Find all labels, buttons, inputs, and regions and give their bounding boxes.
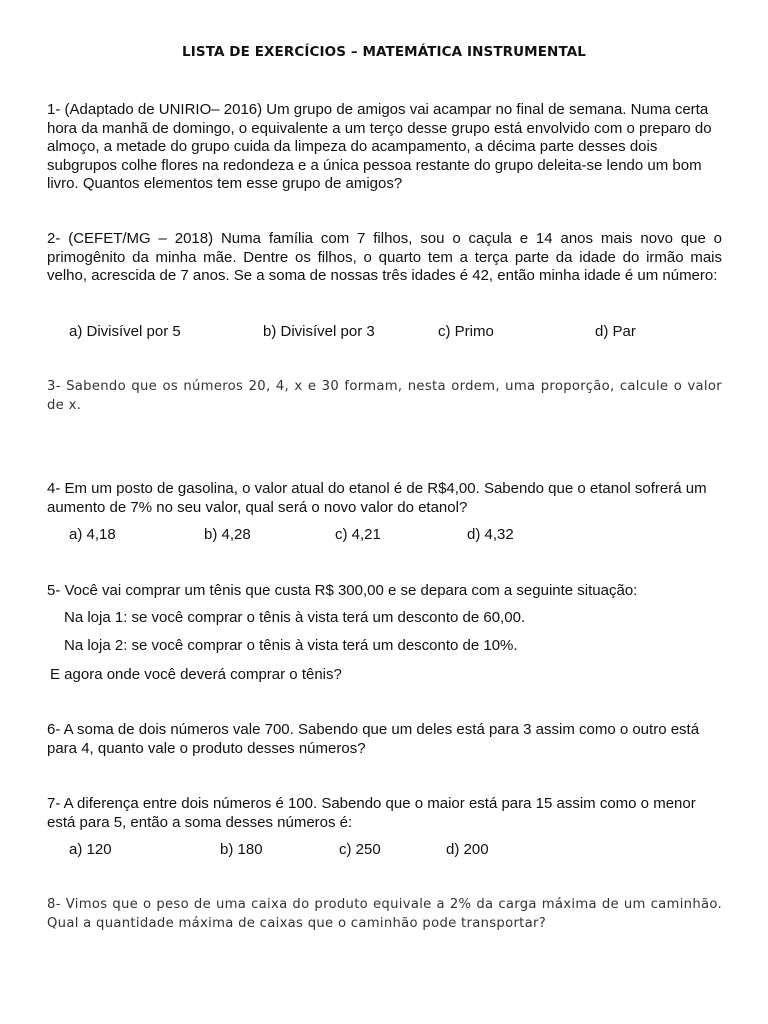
- question-5-question: E agora onde você deverá comprar o tênis?: [50, 666, 342, 683]
- question-4-text: 4- Em um posto de gasolina, o valor atual do etanol é de R$4,00. Sabendo que o etanol sofrerá um aumento de 7% no seu valor, qual será o novo valor do etanol?: [47, 480, 707, 516]
- question-2-option-a: a) Divisível por 5: [69, 323, 181, 340]
- question-2-option-c: c) Primo: [438, 323, 494, 340]
- question-7-option-d: d) 200: [446, 841, 489, 858]
- question-5-store-1: Na loja 1: se você comprar o tênis à vista terá um desconto de 60,00.: [64, 609, 526, 626]
- question-2-text: 2- (CEFET/MG – 2018) Numa família com 7 filhos, sou o caçula e 14 anos mais novo que o primogênito da minha mãe. Dentre os filhos, o quarto tem a terça parte da idade do irmão mais velho, acrescida de 7 anos. Se a soma de nossas três idades é 42, então minha idade é um número:: [47, 230, 722, 285]
- question-4-option-b: b) 4,28: [204, 526, 251, 543]
- question-5-store-2: Na loja 2: se você comprar o tênis à vista terá um desconto de 10%.: [64, 637, 518, 654]
- page-title: LISTA DE EXERCÍCIOS – MATEMÁTICA INSTRUMENTAL: [182, 44, 586, 60]
- question-1-text: 1- (Adaptado de UNIRIO– 2016) Um grupo de amigos vai acampar no final de semana. Numa certa hora da manhã de domingo, o equivalente a um terço desse grupo está envolvido com o preparo do almoço, a metade do grupo cuida da limpeza do acampamento, a décima parte desses dois subgrupos colhe flores na redondeza e a única pessoa restante do grupo deleita-se lendo um bom livro. Quantos elementos tem esse grupo de amigos?: [47, 101, 712, 193]
- question-7-option-c: c) 250: [339, 841, 381, 858]
- question-2-option-d: d) Par: [595, 323, 636, 340]
- question-4-option-d: d) 4,32: [467, 526, 514, 543]
- question-4-option-c: c) 4,21: [335, 526, 381, 543]
- question-4-option-a: a) 4,18: [69, 526, 116, 543]
- question-6-text: 6- A soma de dois números vale 700. Sabendo que um deles está para 3 assim como o outro está para 4, quanto vale o produto desses números?: [47, 721, 700, 757]
- question-5-text: 5- Você vai comprar um tênis que custa R$ 300,00 e se depara com a seguinte situação:: [47, 582, 638, 599]
- question-3-text: 3- Sabendo que os números 20, 4, x e 30 formam, nesta ordem, uma proporção, calcule o valor de x.: [47, 379, 722, 413]
- question-7-text: 7- A diferença entre dois números é 100. Sabendo que o maior está para 15 assim como o menor está para 5, então a soma desses números é:: [47, 795, 696, 831]
- question-7-option-b: b) 180: [220, 841, 263, 858]
- question-8-text: 8- Vimos que o peso de uma caixa do produto equivale a 2% da carga máxima de um caminhão. Qual a quantidade máxima de caixas que o caminhão pode transportar?: [47, 897, 722, 931]
- question-2-option-b: b) Divisível por 3: [263, 323, 375, 340]
- question-7-option-a: a) 120: [69, 841, 112, 858]
